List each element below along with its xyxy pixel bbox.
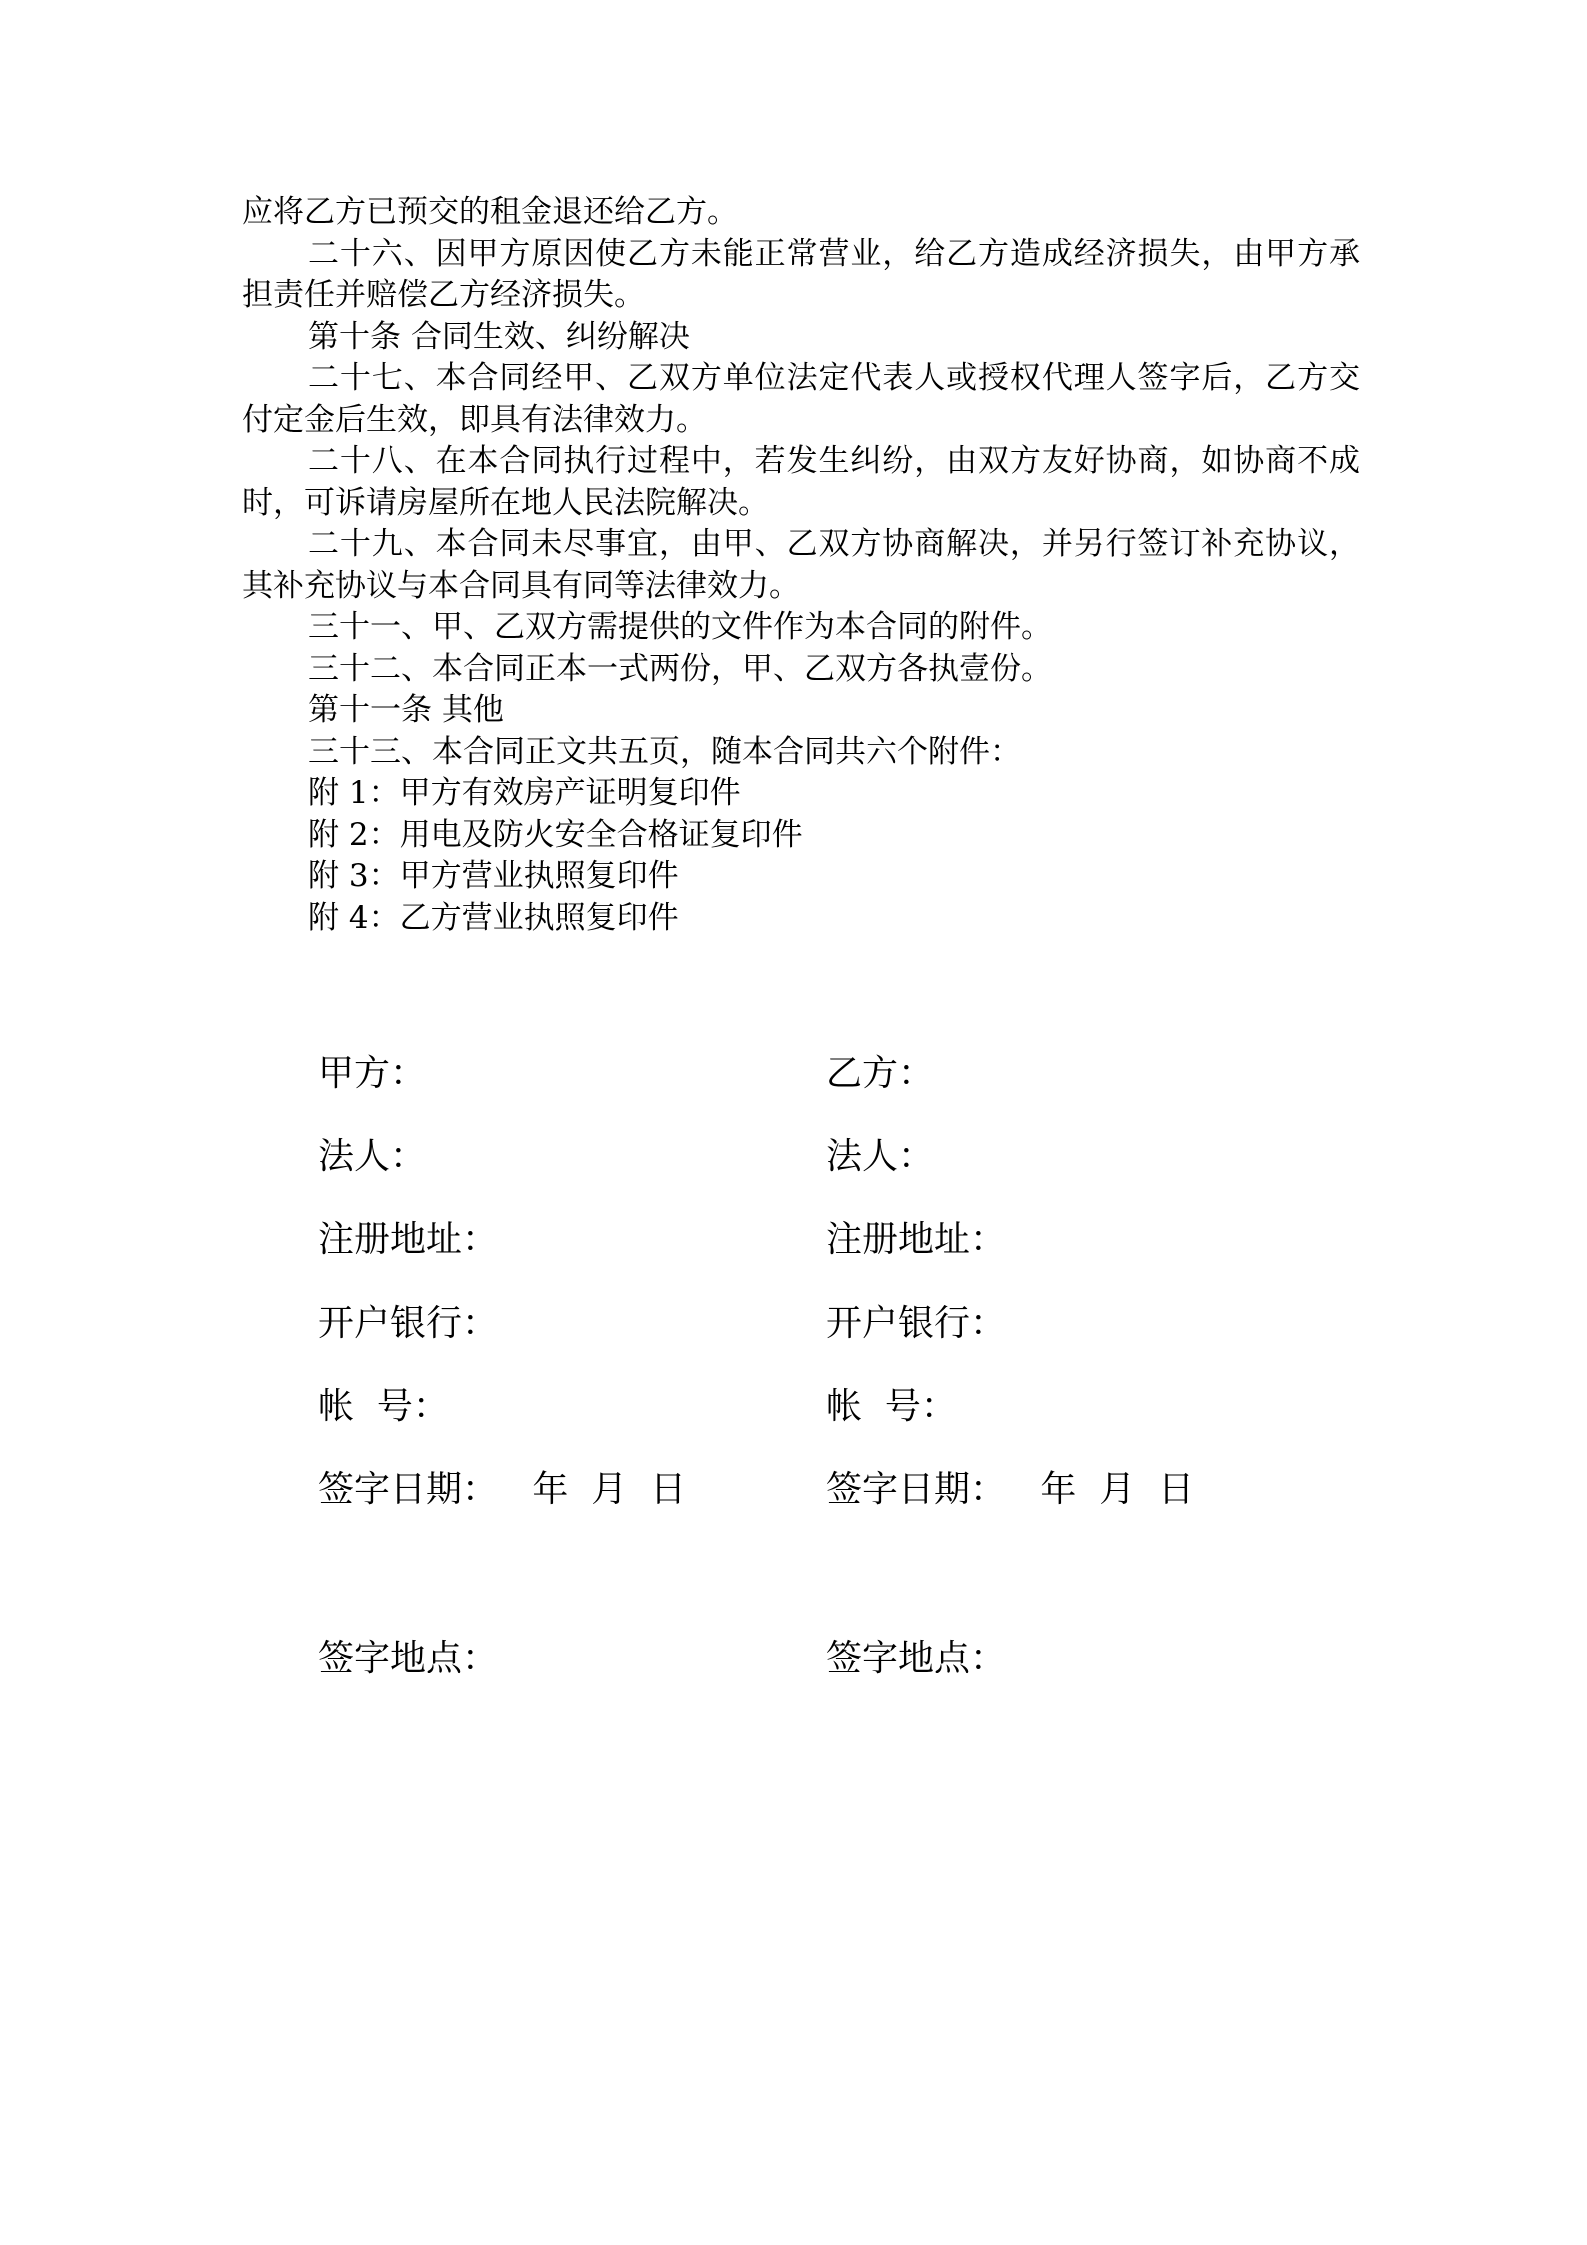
party-a-sign-date: 签字日期： 年 月 日 (318, 1469, 687, 1510)
clause-26: 二十六、因甲方原因使乙方未能正常营业，给乙方造成经济损失，由甲方承担责任并赔偿乙方经济损失。 (242, 235, 1360, 313)
attachment-4: 附 4：乙方营业执照复印件 (308, 899, 679, 936)
party-b-sign-place: 签字地点： (826, 1638, 1007, 1679)
attachment-1: 附 1：甲方有效房产证明复印件 (308, 775, 741, 811)
clause-27: 二十七、本合同经甲、乙双方单位法定代表人或授权代理人签字后，乙方交付定金后生效，即具有法律效力。 (242, 360, 1360, 438)
party-a-label: 甲方： (318, 1053, 427, 1094)
party-b-legal-person: 法人： (826, 1136, 935, 1177)
party-b-address: 注册地址： (826, 1219, 1007, 1260)
clause-28: 二十八、在本合同执行过程中，若发生纠纷，由双方友好协商，如协商不成时，可诉请房屋所在地人民法院解决。 (242, 443, 1360, 521)
party-b-bank: 开户银行： (826, 1303, 1007, 1344)
party-a-sign-place: 签字地点： (318, 1638, 499, 1679)
party-b-sign-date: 签字日期： 年 月 日 (826, 1469, 1195, 1510)
article-11-heading: 第十一条 其他 (308, 692, 504, 728)
clause-32: 三十二、本合同正本一式两份，甲、乙双方各执壹份。 (308, 650, 1052, 687)
party-a-address: 注册地址： (318, 1219, 499, 1260)
attachment-2: 附 2：用电及防火安全合格证复印件 (308, 816, 803, 853)
party-b-account: 帐 号： (826, 1386, 957, 1427)
party-b-label: 乙方： (826, 1053, 935, 1094)
clause-29: 二十九、本合同未尽事宜，由甲、乙双方协商解决，并另行签订补充协议，其补充协议与本合同具有同等法律效力。 (242, 526, 1360, 604)
party-a-legal-person: 法人： (318, 1136, 427, 1177)
attachment-3: 附 3：甲方营业执照复印件 (308, 858, 679, 894)
clause-33: 三十三、本合同正文共五页，随本合同共六个附件： (308, 733, 1021, 770)
clause-31: 三十一、甲、乙双方需提供的文件作为本合同的附件。 (308, 609, 1052, 645)
contract-body (242, 192, 1360, 939)
paragraph-refund-rent: 应将乙方已预交的租金退还给乙方。 (242, 194, 738, 230)
party-a-bank: 开户银行： (318, 1303, 499, 1344)
article-10-heading: 第十条 合同生效、纠纷解决 (308, 318, 690, 355)
party-a-account: 帐 号： (318, 1386, 449, 1427)
